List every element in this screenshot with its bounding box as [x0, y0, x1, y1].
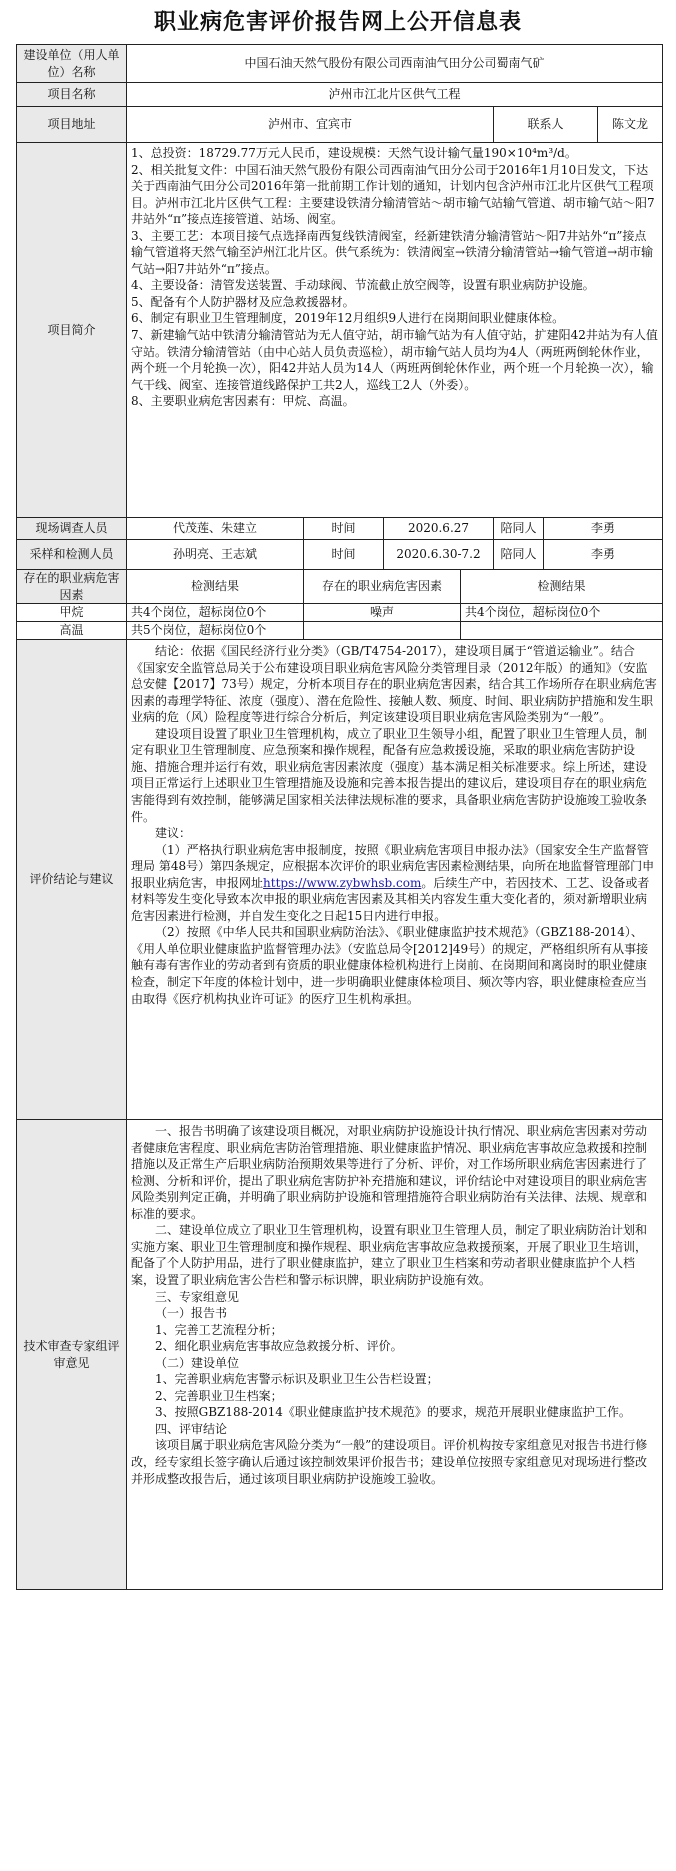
project-name-label: 项目名称	[17, 83, 127, 107]
survey-escort-value: 李勇	[544, 518, 663, 540]
hazard-result	[461, 622, 663, 640]
survey-time-label: 时间	[304, 518, 384, 540]
declaration-link[interactable]: https://www.zybwhsb.com	[263, 875, 422, 890]
hazard-factor-header: 存在的职业病危害因素	[304, 570, 461, 604]
hazard-factor-header: 存在的职业病危害因素	[17, 570, 127, 604]
unit-label: 建设单位（用人单位）名称	[17, 45, 127, 83]
review-paragraph: 二、建设单位成立了职业卫生管理机构，设置有职业卫生管理人员，制定了职业病防治计划和实施方案、职业卫生管理制度和操作规程、职业病危害事故应急救援预案，开展了职业卫生培训，配备了个人防护用品，进行了职业健康监护，建立了职业卫生档案和劳动者职业健康监护个人档案，设置了职业病危害公告栏和警示标识牌，职业病防护设施有效。	[131, 1223, 648, 1288]
summary-line: 8、主要职业病危害因素有：甲烷、高温。	[131, 394, 355, 409]
review-label: 技术审查专家组评审意见	[17, 1120, 127, 1590]
summary-line: 3、主要工艺：本项目接气点选择南西复线铁清阀室，经新建铁清分输清管站～阳7井站外“π”接点输气管道将天然气输至泸州江北片区。供气系统为：铁清阀室→铁清分输清管站→输气管道→胡市输气站→阳7井站外“π”接点。	[131, 228, 654, 276]
summary-label: 项目简介	[17, 143, 127, 518]
sampling-value: 孙明亮、王志斌	[127, 540, 304, 570]
hazard-factor: 高温	[17, 622, 127, 640]
review-subheading: （一）报告书	[155, 1306, 228, 1321]
contact-label: 联系人	[494, 107, 598, 143]
review-subheading: （二）建设单位	[155, 1355, 240, 1370]
summary-line: 6、制定有职业卫生管理制度，2019年12月组织9人进行在岗期间职业健康体检。	[131, 311, 565, 326]
summary-line: 4、主要设备：清管发送装置、手动球阀、节流截止放空阀等，设置有职业病防护设施。	[131, 278, 595, 293]
review-item: 1、完善职业病危害警示标识及职业卫生公告栏设置；	[155, 1372, 439, 1387]
sampling-time-value: 2020.6.30-7.2	[384, 540, 494, 570]
hazard-factor	[304, 622, 461, 640]
hazard-result-header: 检测结果	[461, 570, 663, 604]
summary-line: 2、相关批复文件：中国石油天然气股份有限公司西南油气田分公司于2016年1月10日发文，下达关于西南油气田分公司2016年第一批前期工作计划的通知，计划内包含泸州市江北片区供气工程项目。泸州市江北片区供气工程：主要建设铁清分输清管站～胡市输气站输气管道、胡市输气站～阳7井站外“π”接点连接管道、站场、阀室。	[131, 162, 655, 227]
summary-line: 7、新建输气站中铁清分输清管站为无人值守站，胡市输气站为有人值守站，扩建阳42井站为有人值守站。铁清分输清管站（由中心站人员负责巡检），胡市输气站人员均为4人（两班两倒轮休作业，两个班一个月轮换一次），阳42井站人员为14人（两班两倒轮休作业，两个班一个月轮换一次），输气干线、阀室、连接管道线路保护工共2人，巡线工2人（外委）。	[131, 328, 658, 392]
review-heading: 四、评审结论	[155, 1421, 228, 1436]
suggestion-text: （1）严格执行职业病危害申报制度，按照《职业病危害项目申报办法》（国家安全生产监督管理局 第48号）第四条规定，应根据本次评价的职业病危害因素检测结果，向所在地监督管理部门申报职业病危害，申报网址	[131, 842, 655, 890]
project-name-value: 泸州市江北片区供气工程	[127, 83, 663, 107]
hazard-result: 共4个岗位，超标岗位0个	[127, 604, 304, 622]
hazard-factor: 甲烷	[17, 604, 127, 622]
sampling-label: 采样和检测人员	[17, 540, 127, 570]
review-paragraph: 一、报告书明确了该建设项目概况，对职业病防护设施设计执行情况、职业病危害因素对劳动者健康危害程度、职业病危害防治管理措施、职业健康监护情况、职业病危害事故应急救援和控制措施以及正常生产后职业病防治预期效果等进行了分析、评价，对工作场所职业病危害因素进行了检测、分析和评价，提出了职业病危害防护补充措施和建议，评价结论中对建设项目的职业病危害风险类别判定正确，并明确了职业病防护设施和管理措施符合职业病防治有关法律、法规、规章和标准的要求。	[131, 1124, 648, 1221]
summary-line: 1、总投资：18729.77万元人民币，建设规模：天然气设计输气量190×10⁴m³/d。	[131, 146, 577, 160]
evaluation-suggestion-heading: 建议：	[155, 826, 192, 841]
sampling-escort-value: 李勇	[544, 540, 663, 570]
review-item: 2、细化职业病危害事故应急救援分析、评价。	[155, 1339, 403, 1354]
sampling-escort-label: 陪同人	[494, 540, 544, 570]
summary-line: 5、配备有个人防护器材及应急救援器材。	[131, 294, 355, 309]
evaluation-suggestion-1	[131, 842, 658, 925]
sampling-time-label: 时间	[304, 540, 384, 570]
unit-value: 中国石油天然气股份有限公司西南油气田分公司蜀南气矿	[127, 45, 663, 83]
address-label: 项目地址	[17, 107, 127, 143]
info-table	[16, 44, 663, 1590]
hazard-result: 共5个岗位，超标岗位0个	[127, 622, 304, 640]
hazard-result-header: 检测结果	[127, 570, 304, 604]
review-conclusion: 该项目属于职业病危害风险分类为“一般”的建设项目。评价机构按专家组意见对报告书进行修改，经专家组长签字确认后通过该控制效果评价报告书；建设单位按照专家组意见对现场进行整改并形成整改报告后，通过该项目职业病防护设施竣工验收。	[131, 1438, 648, 1486]
survey-time-value: 2020.6.27	[384, 518, 494, 540]
survey-label: 现场调查人员	[17, 518, 127, 540]
hazard-result: 共4个岗位，超标岗位0个	[461, 604, 663, 622]
address-value: 泸州市、宜宾市	[127, 107, 494, 143]
survey-escort-label: 陪同人	[494, 518, 544, 540]
evaluation-suggestion-2: （2）按照《中华人民共和国职业病防治法》、《职业健康监护技术规范》（GBZ188-2014）、《用人单位职业健康监护监督管理办法》（安监总局令[2012]49号）的规定，严格组织所有从事接触有毒有害作业的劳动者到有资质的职业健康体检机构进行上岗前、在岗期间和离岗时的职业健康检查，制定下年度的体检计划中，进一步明确职业健康体检项目、频次等内容，职业健康检查应当由取得《医疗机构执业许可证》的医疗卫生机构承担。	[131, 925, 649, 1006]
page-title: 职业病危害评价报告网上公开信息表	[153, 9, 522, 35]
evaluation-label: 评价结论与建议	[17, 640, 127, 1120]
review-heading: 三、专家组意见	[155, 1289, 240, 1304]
survey-value: 代茂莲、朱建立	[127, 518, 304, 540]
hazard-factor: 噪声	[304, 604, 461, 622]
suggestion-text: 。后续生产中，若因技术、工艺、设备或者材料等发生变化导致本次申报的职业病危害因素及其相关内容发生重大变化者的，须对新增职业病危害因素进行检测，并自发生变化之日起15日内进行申报。	[131, 875, 650, 923]
evaluation-paragraph: 建设项目设置了职业卫生管理机构，成立了职业卫生领导小组，配置了职业卫生管理人员，制定有职业卫生管理制度、应急预案和操作规程，配备有应急救援设施，采取的职业病危害防护设施、措施合理并运行有效，职业病危害因素浓度（强度）基本满足相关标准要求。综上所述，建设项目正常运行上述职业卫生管理措施及设施和完善本报告提出的建议后，建设项目存在的职业病危害能得到有效控制，能够满足国家相关法律法规标准的要求，具备职业病危害防护设施竣工验收条件。	[131, 726, 648, 824]
contact-value: 陈文龙	[598, 107, 663, 143]
review-item: 2、完善职业卫生档案；	[155, 1388, 283, 1403]
review-item: 3、按照GBZ188-2014《职业健康监护技术规范》的要求，规范开展职业健康监护工作。	[155, 1405, 631, 1420]
review-item: 1、完善工艺流程分析；	[155, 1322, 283, 1337]
evaluation-conclusion: 结论：依据《国民经济行业分类》（GB/T4754-2017），建设项目属于“管道运输业”。结合《国家安全监管总局关于公布建设项目职业病危害风险分类管理目录（2012年版）的通知》（安监总安健【2017】73号）规定，分析本项目存在的职业病危害因素，结合其工作场所存在职业病危害因素的毒理学特征、浓度（强度）、潜在危险性、接触人数、频度、时间、职业病防护措施和发生职业病的危（风）险程度等进行综合分析后，判定该建设项目职业病危害风险类别为“一般”。	[131, 644, 657, 725]
